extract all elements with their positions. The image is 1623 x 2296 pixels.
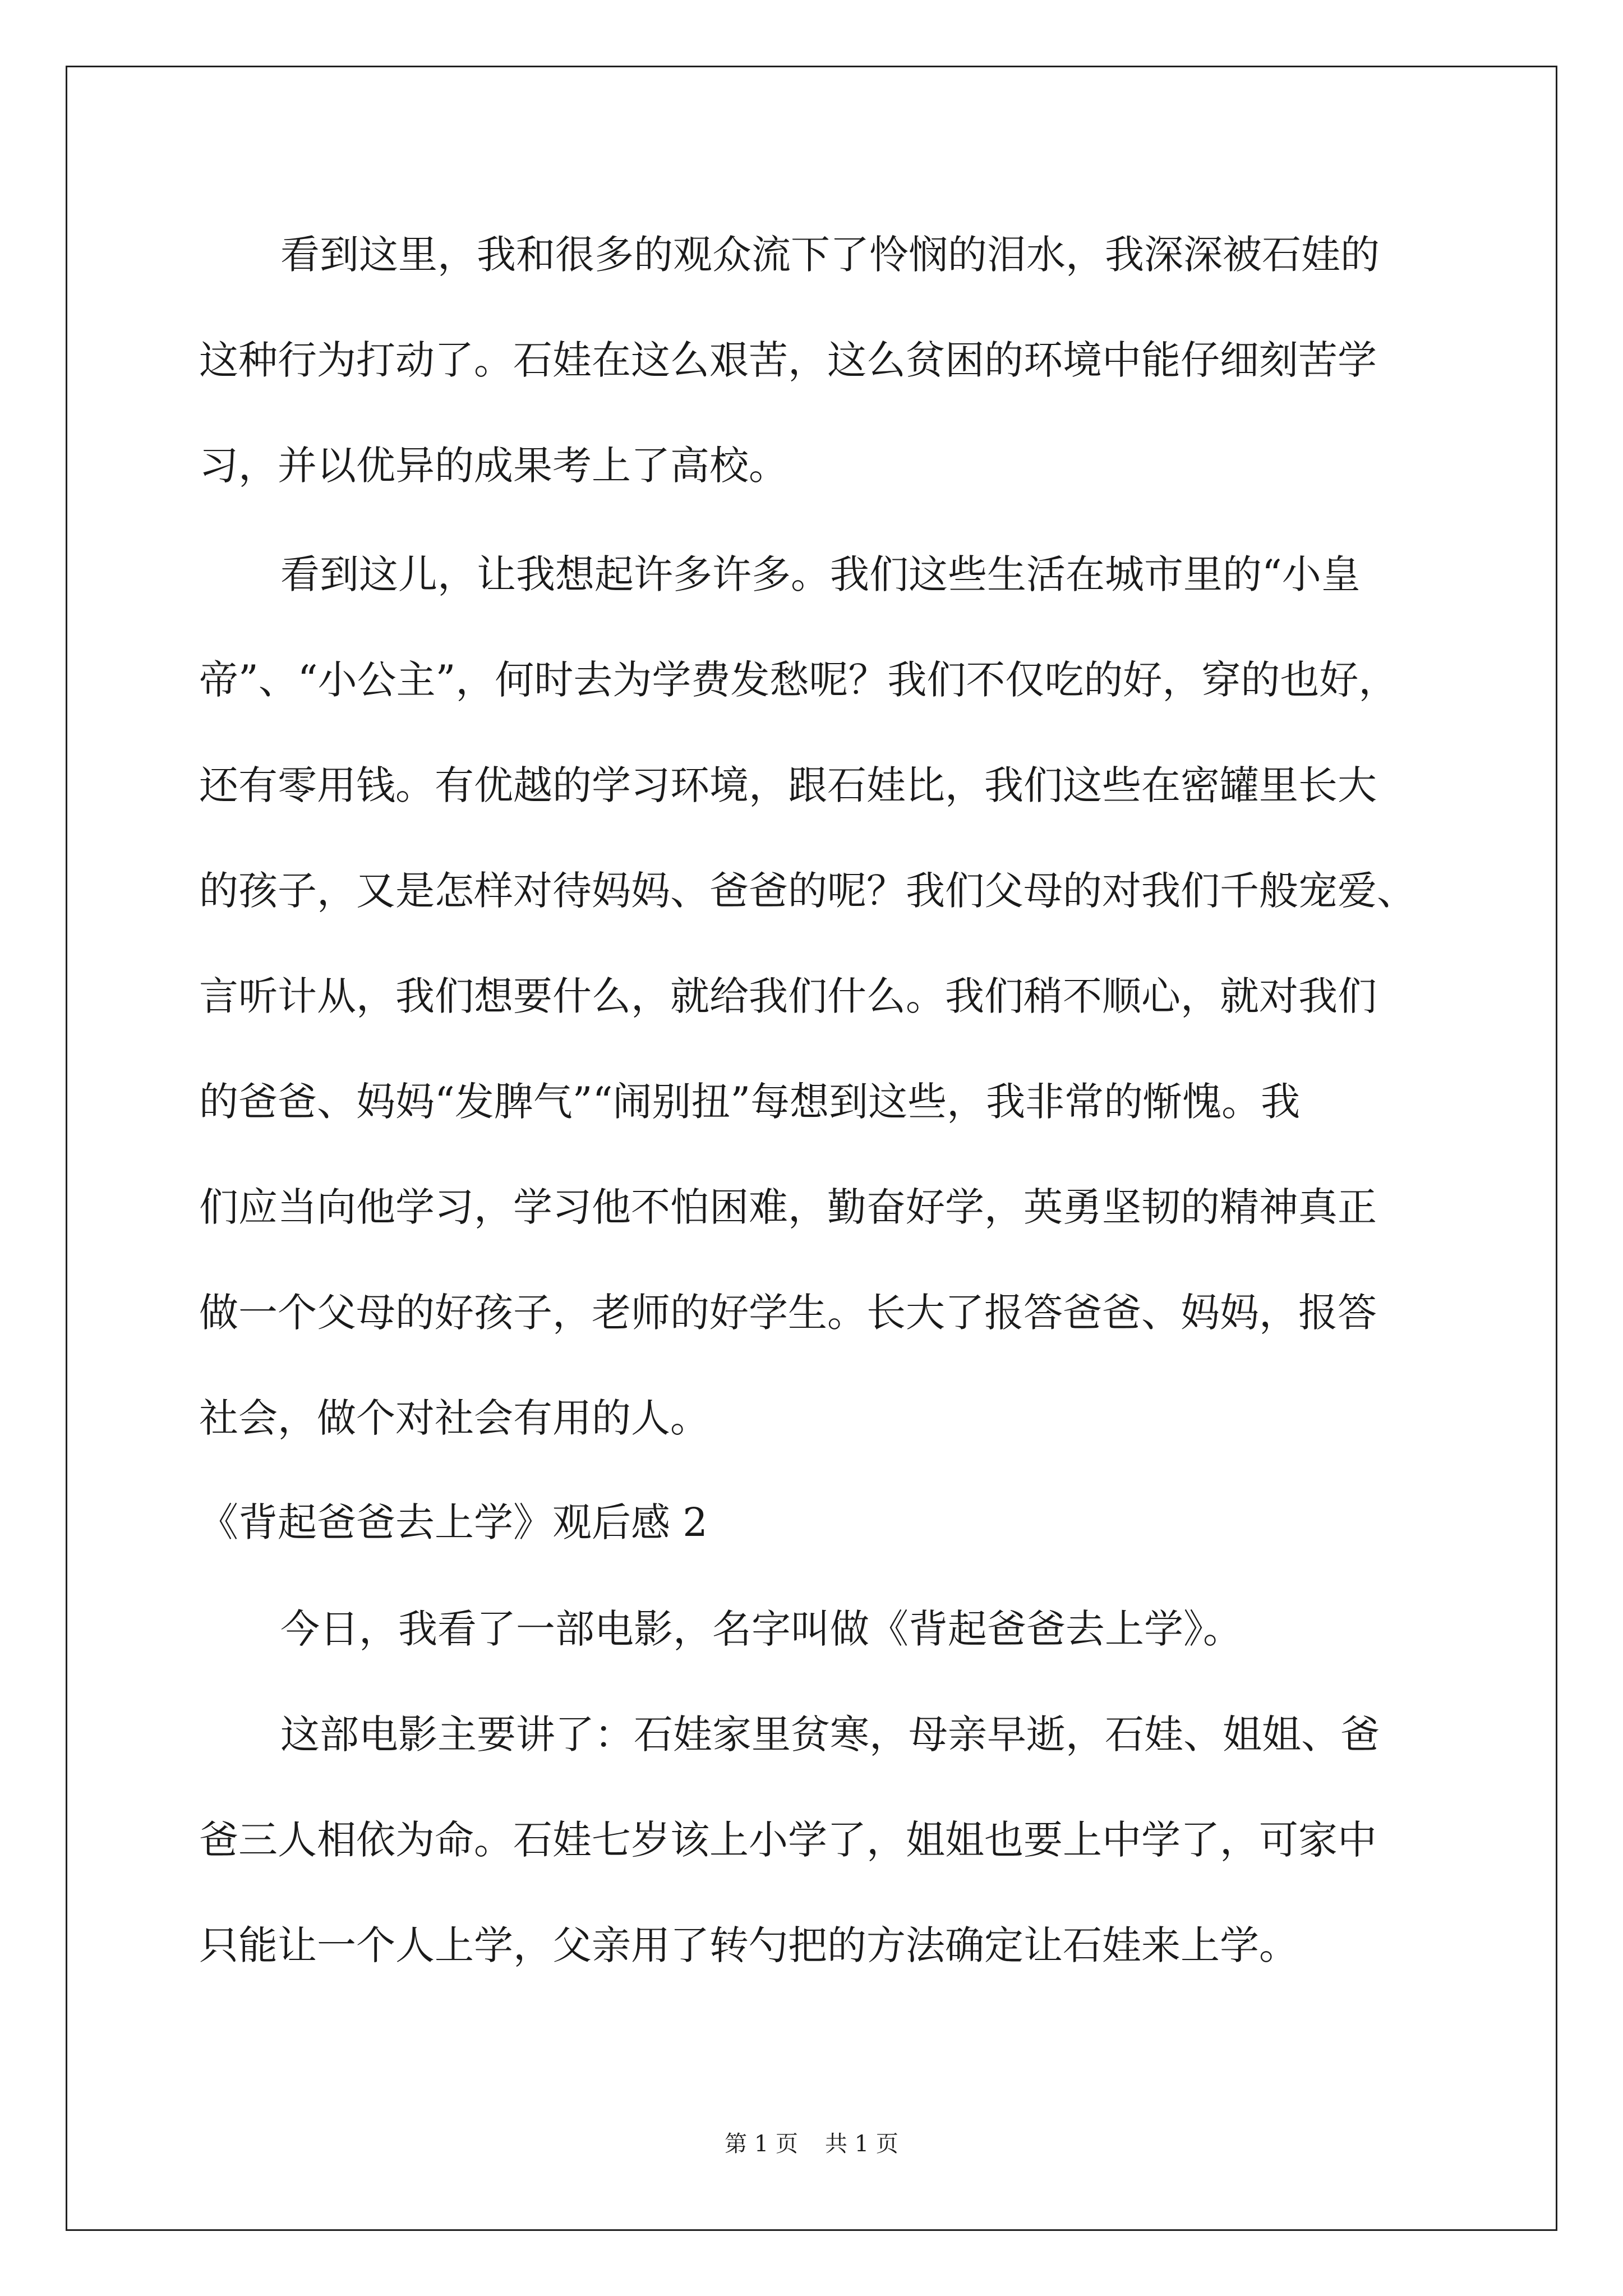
- paragraph-line: 们应当向他学习，学习他不怕困难，勤奋好学，英勇坚韧的精神真正: [199, 1184, 1377, 1230]
- section-heading: 《背起爸爸去上学》观后感 2: [199, 1499, 708, 1545]
- paragraph-line: 这种行为打动了。石娃在这么艰苦，这么贫困的环境中能仔细刻苦学: [199, 337, 1377, 383]
- paragraph-line: 习，并以优异的成果考上了高校。: [199, 443, 788, 489]
- paragraph-line: 这部电影主要讲了：石娃家里贫寒，母亲早逝，石娃、姐姐、爸: [280, 1711, 1380, 1757]
- paragraph-line: 今日，我看了一部电影，名字叫做《背起爸爸去上学》。: [280, 1606, 1242, 1652]
- paragraph-1: [199, 202, 1433, 518]
- page-footer: [0, 2126, 1623, 2158]
- paragraph-line: 社会，做个对社会有用的人。: [199, 1395, 709, 1441]
- paragraph-line: 做一个父母的好孩子，老师的好学生。长大了报答爸爸、妈妈，报答: [199, 1290, 1377, 1336]
- paragraph-line: 爸三人相依为命。石娃七岁该上小学了，姐姐也要上中学了，可家中: [199, 1817, 1377, 1863]
- paragraph-line: 帝”、“小公主”，何时去为学费发愁呢？我们不仅吃的好，穿的也好，: [199, 657, 1398, 703]
- paragraph-4: [199, 1682, 1433, 1998]
- paragraph-line: 的爸爸、妈妈“发脾气”“闹别扭”每想到这些，我非常的惭愧。我: [199, 1079, 1301, 1125]
- paragraph-3: [199, 1576, 1433, 1682]
- paragraph-line: 看到这里，我和很多的观众流下了怜悯的泪水，我深深被石娃的: [280, 232, 1380, 278]
- page-number: 第 1 页: [725, 2131, 798, 2157]
- paragraph-line: 言听计从，我们想要什么，就给我们什么。我们稍不顺心，就对我们: [199, 973, 1377, 1019]
- paragraph-line: 还有零用钱。有优越的学习环境，跟石娃比，我们这些在密罐里长大: [199, 762, 1377, 808]
- paragraph-2: [199, 522, 1433, 1471]
- paragraph-line: 只能让一个人上学，父亲用了转勺把的方法确定让石娃来上学。: [199, 1922, 1298, 1968]
- paragraph-line: 看到这儿，让我想起许多许多。我们这些生活在城市里的“小皇: [280, 551, 1361, 597]
- page-total: 共 1 页: [825, 2131, 898, 2157]
- paragraph-line: 的孩子，又是怎样对待妈妈、爸爸的呢？我们父母的对我们千般宠爱、: [199, 868, 1416, 914]
